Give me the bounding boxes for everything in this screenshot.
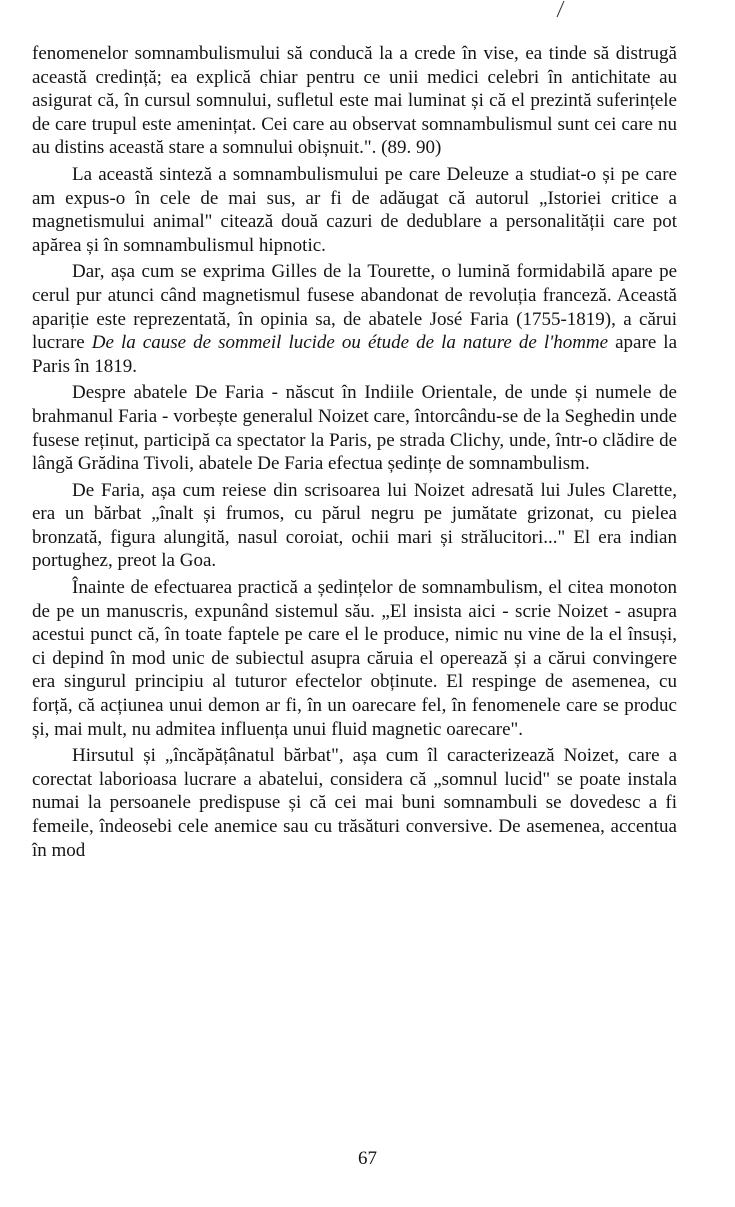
paragraph-2: La această sinteză a somnambulismului pe care Deleuze a studiat-o și pe care am expus-o în cele de mai sus, ar fi de adăugat că autorul „Istoriei critice a magnetismului animal" citează două cazuri de dedublare a personalității care pot apărea și în somnambulismul hipnotic. — [32, 163, 677, 256]
paragraph-3 — [32, 260, 677, 378]
paragraph-7: Hirsutul și „încăpățânatul bărbat", așa cum îl caracterizează Noizet, care a corectat laborioasa lucrare a abatelui, considera că „somnul lucid" se poate instala numai la persoanele predispuse și că cei mai buni somnambuli se dovedesc a fi femeile, îndeosebi cele anemice sau cu trăsături conversive. De asemenea, accentua în mod — [32, 745, 677, 861]
paragraph-4: Despre abatele De Faria - născut în Indiile Orientale, de unde și numele de brahmanul Faria - vorbește generalul Noizet care, întorcându-se de la Seghedin unde fusese reținut, participă ca spectator la Paris, pe strada Clichy, unde, într-o clădire de lângă Grădina Tivoli, abatele De Faria efectua ședințe de somnambulism. — [32, 382, 677, 475]
margin-pen-mark — [554, 0, 566, 18]
paragraph-6: Înainte de efectuarea practică a ședințelor de somnambulism, el citea monoton de pe un manuscris, expunând sistemul său. „El insista aici - scrie Noizet - asupra acestui punct că, în toate faptele pe care el le produce, nimic nu vine de la el însuși, ci depind în mod unic de subiectul asupra căruia el operează și a cărui convingere era singurul principiu al tuturor efectelor obținute. El respinge de asemenea, cu forță, că acțiunea unui demon ar fi, în un oarecare fel, în fenomenele care se produc și, mai mult, nu admitea influența unui fluid magnetic oarecare". — [32, 577, 677, 740]
page-number: 67 — [358, 1148, 377, 1169]
book-title: De la cause de sommeil lucide ou étude de la nature de l'homme — [91, 332, 609, 354]
paragraph-3-text-end: apare la Paris în 1819. — [32, 332, 677, 377]
paragraph-5: De Faria, așa cum reiese din scrisoarea lui Noizet adresată lui Jules Clarette, era un bărbat „înalt și frumos, cu părul negru pe jumătate grizonat, cu pielea bronzată, figura alungită, nasul coroiat, ochii mari și strălucitori..." El era indian portughez, preot la Goa. — [32, 479, 677, 572]
paragraph-1: fenomenelor somnambulismului să conducă la a crede în vise, ea tinde să distrugă această credință; ea explică chiar pentru ce unii medici celebri în antichitate au asigurat că, în cursul somnului, sufletul este mai luminat și că el prezintă suferințele de care trupul este amenințat. Cei care au observat somnambulismul sunt cei care nu au distins această stare a somnului obișnuit.". (89. 90) — [32, 43, 677, 159]
page-body — [32, 42, 677, 865]
paragraph-3-text-start: Dar, așa cum se exprima Gilles de la Tourette, o lumină formidabilă apare pe cerul pur atunci când magnetismul fusese abandonat de revoluția franceză. Această apariție este reprezentată, în opinia sa, de abatele José Faria (1755-1819), a cărui lucrare — [32, 261, 677, 354]
